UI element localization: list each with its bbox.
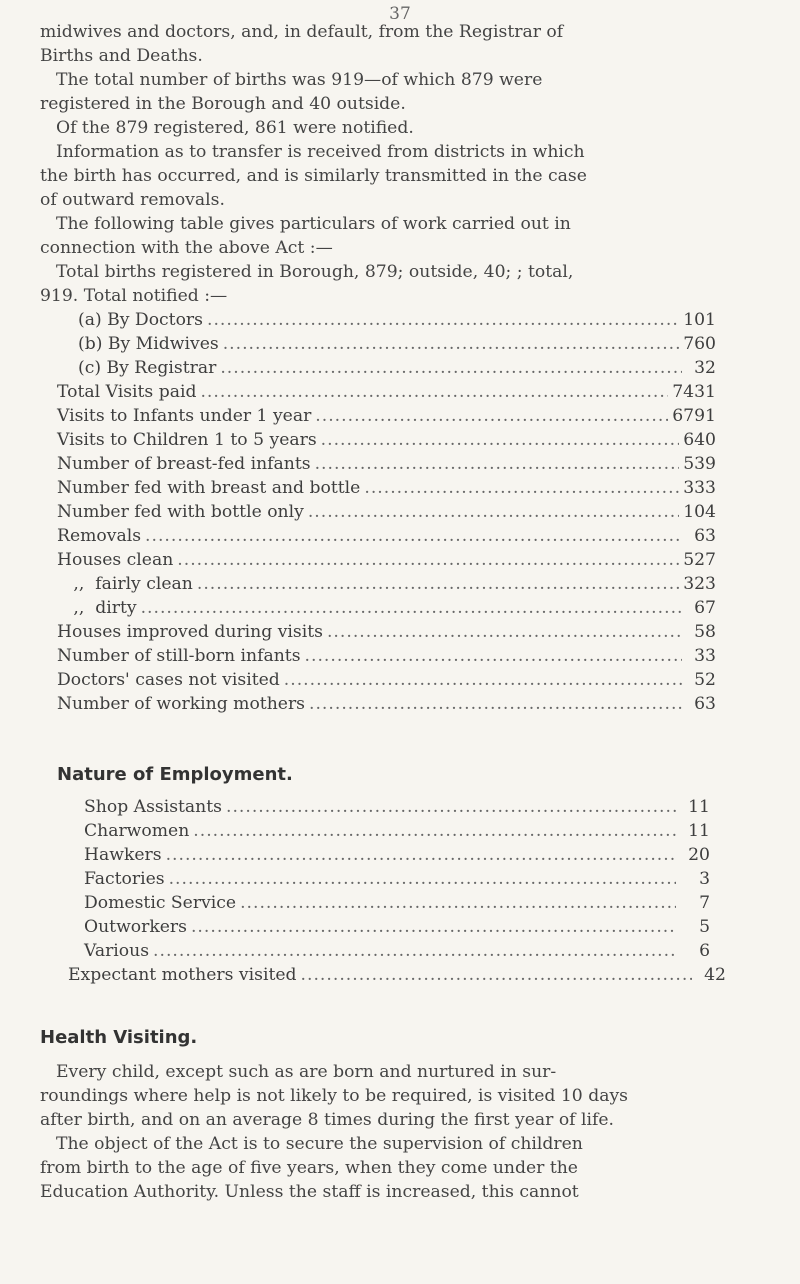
table-row (78, 308, 716, 332)
row-label: Number fed with breast and bottle (57, 478, 361, 498)
table-row (57, 548, 716, 572)
intro-line: connection with the above Act :— (40, 238, 333, 258)
intro-line: 919. Total notified :— (40, 286, 228, 306)
row-value: 3 (699, 869, 710, 889)
health-heading: Health Visiting. (40, 1027, 198, 1048)
row-value: 6791 (672, 406, 716, 426)
row-label: Expectant mothers visited (68, 965, 297, 985)
leader-dots (240, 891, 676, 915)
row-value: 101 (683, 310, 716, 330)
row-value: 32 (694, 358, 716, 378)
row-label: Shop Assistants (84, 797, 222, 817)
row-label: Visits to Children 1 to 5 years (57, 430, 317, 450)
row-label: Removals (57, 526, 142, 546)
row-value: 42 (704, 965, 726, 985)
table-row (84, 843, 710, 867)
row-value: 11 (688, 797, 710, 817)
intro-line: Births and Deaths. (40, 46, 203, 66)
table-row (57, 644, 716, 668)
leader-dots (177, 548, 679, 572)
table-row (84, 915, 710, 939)
row-value: 67 (694, 598, 716, 618)
row-value: 760 (683, 334, 716, 354)
table-row (57, 428, 716, 452)
row-value: 333 (683, 478, 716, 498)
row-value: 63 (694, 694, 716, 714)
table-row (78, 332, 716, 356)
table-row (57, 668, 716, 692)
leader-dots (153, 939, 676, 963)
intro-line: The following table gives particulars of work carried out in (56, 214, 571, 234)
row-label: Factories (84, 869, 165, 889)
row-value: 52 (694, 670, 716, 690)
row-value: 527 (683, 550, 716, 570)
leader-dots (141, 596, 682, 620)
health-line: The object of the Act is to secure the supervision of children (56, 1134, 583, 1154)
table-row (57, 380, 716, 404)
page-number: 37 (389, 4, 411, 24)
row-label: Number of still-born infants (57, 646, 301, 666)
intro-line: The total number of births was 919—of which 879 were (56, 70, 543, 90)
leader-dots (321, 428, 680, 452)
health-line: Education Authority. Unless the staff is increased, this cannot (40, 1182, 579, 1202)
table-row (57, 500, 716, 524)
row-value: 33 (694, 646, 716, 666)
row-label: Outworkers (84, 917, 187, 937)
health-line: from birth to the age of five years, when they come under the (40, 1158, 578, 1178)
leader-dots (197, 572, 679, 596)
health-text (40, 1060, 756, 1204)
row-value: 6 (699, 941, 710, 961)
leader-dots (327, 620, 682, 644)
row-value: 7 (699, 893, 710, 913)
table-row (57, 404, 716, 428)
table-row (57, 572, 716, 596)
row-value: 5 (699, 917, 710, 937)
health-line: Every child, except such as are born and nurtured in sur- (56, 1062, 557, 1082)
intro-line: Information as to transfer is received from districts in which (56, 142, 585, 162)
table-row (84, 891, 710, 915)
row-value: 323 (683, 574, 716, 594)
row-value: 11 (688, 821, 710, 841)
row-label: Various (84, 941, 150, 961)
leader-dots (145, 524, 682, 548)
intro-line: midwives and doctors, and, in default, from the Registrar of (40, 22, 564, 42)
intro-line: Total births registered in Borough, 879; outside, 40; ; total, (56, 262, 574, 282)
health-line: roundings where help is not likely to be required, is visited 10 days (40, 1086, 628, 1106)
row-label: Charwomen (84, 821, 190, 841)
leader-dots (308, 500, 679, 524)
table-row (84, 819, 710, 843)
leader-dots (169, 867, 676, 891)
row-value: 63 (694, 526, 716, 546)
intro-line: registered in the Borough and 40 outside. (40, 94, 406, 114)
leader-dots (305, 644, 682, 668)
row-label: (b) By Midwives (78, 334, 219, 354)
table-row (57, 524, 716, 548)
row-value: 58 (694, 622, 716, 642)
employment-heading: Nature of Employment. (57, 764, 293, 785)
leader-dots (223, 332, 679, 356)
table-row (78, 356, 716, 380)
leader-dots (284, 668, 682, 692)
row-label: Houses clean (57, 550, 174, 570)
table-row (57, 476, 716, 500)
row-label: (c) By Registrar (78, 358, 217, 378)
table-row (84, 867, 710, 891)
leader-dots (191, 915, 676, 939)
intro-text (40, 20, 756, 308)
table-row (57, 452, 716, 476)
row-label: Doctors' cases not visited (57, 670, 280, 690)
leader-dots (315, 404, 668, 428)
leader-dots (220, 356, 682, 380)
table-row (57, 620, 716, 644)
leader-dots (315, 452, 680, 476)
leader-dots (166, 843, 676, 867)
table-row (68, 963, 726, 987)
leader-dots (301, 963, 692, 987)
leader-dots (364, 476, 679, 500)
leader-dots (226, 795, 676, 819)
row-label: Visits to Infants under 1 year (57, 406, 312, 426)
leader-dots (193, 819, 676, 843)
health-line: after birth, and on an average 8 times during the first year of life. (40, 1110, 614, 1130)
intro-line: Of the 879 registered, 861 were notified. (56, 118, 414, 138)
row-label: Number of working mothers (57, 694, 305, 714)
row-label: Number of breast-fed infants (57, 454, 311, 474)
intro-line: of outward removals. (40, 190, 225, 210)
table-row (57, 692, 716, 716)
row-label: ,, dirty (57, 598, 137, 618)
row-value: 104 (683, 502, 716, 522)
row-label: (a) By Doctors (78, 310, 203, 330)
leader-dots (309, 692, 682, 716)
row-label: Domestic Service (84, 893, 237, 913)
row-value: 7431 (672, 382, 716, 402)
row-value: 20 (688, 845, 710, 865)
leader-dots (207, 308, 679, 332)
row-label: Number fed with bottle only (57, 502, 304, 522)
row-label: Total Visits paid (57, 382, 197, 402)
table-row (84, 939, 710, 963)
row-value: 539 (683, 454, 716, 474)
table-row (57, 596, 716, 620)
row-label: ,, fairly clean (57, 574, 193, 594)
row-label: Hawkers (84, 845, 162, 865)
leader-dots (200, 380, 668, 404)
row-label: Houses improved during visits (57, 622, 323, 642)
table-row (84, 795, 710, 819)
intro-line: the birth has occurred, and is similarly transmitted in the case (40, 166, 587, 186)
row-value: 640 (683, 430, 716, 450)
